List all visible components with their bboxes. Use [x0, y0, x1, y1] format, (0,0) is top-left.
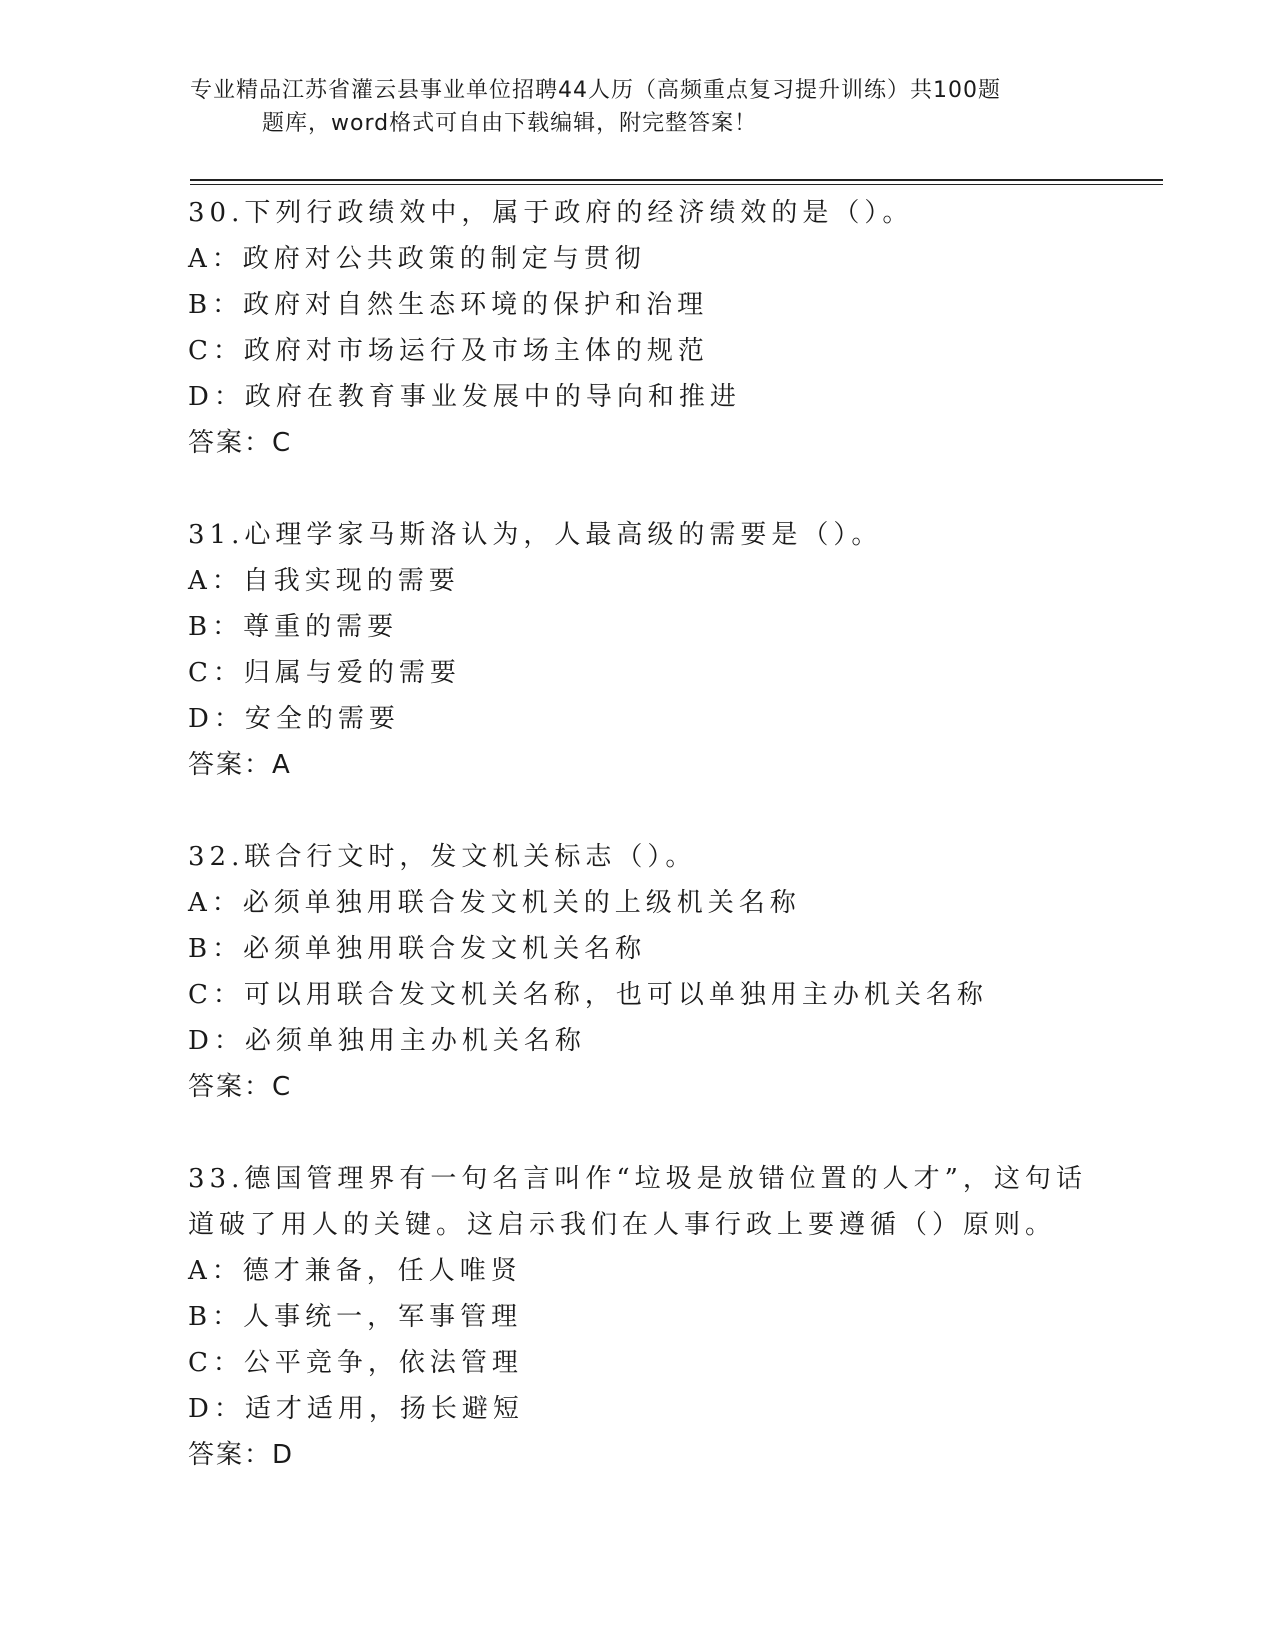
header-divider-thin	[190, 184, 1163, 185]
header-title-line-1: 专业精品江苏省灌云县事业单位招聘44人历（高频重点复习提升训练）共100题	[190, 78, 1001, 103]
option-d: D：安全的需要	[188, 704, 400, 734]
question-item	[188, 834, 1088, 1110]
option-c: C：归属与爱的需要	[188, 658, 461, 688]
question-item	[188, 1156, 1088, 1478]
question-stem: 31.心理学家马斯洛认为，人最高级的需要是（）。	[188, 520, 883, 550]
option-a: A：德才兼备，任人唯贤	[188, 1256, 522, 1286]
option-d: D：适才适用，扬长避短	[188, 1394, 524, 1424]
option-b: B：必须单独用联合发文机关名称	[188, 934, 647, 964]
answer-line: 答案：C	[188, 1072, 293, 1102]
option-a: A：自我实现的需要	[188, 566, 460, 596]
option-c: C：公平竞争，依法管理	[188, 1348, 523, 1378]
option-a: A：政府对公共政策的制定与贯彻	[188, 244, 646, 274]
question-item	[188, 512, 1088, 788]
option-c: C：政府对市场运行及市场主体的规范	[188, 336, 709, 366]
answer-line: 答案：A	[188, 750, 292, 780]
option-b: B：人事统一，军事管理	[188, 1302, 523, 1332]
header-title-line-2: 题库，word格式可自由下载编辑，附完整答案！	[262, 111, 758, 136]
answer-line: 答案：D	[188, 1440, 295, 1470]
header-divider-thick	[190, 179, 1163, 181]
option-a: A：必须单独用联合发文机关的上级机关名称	[188, 888, 801, 918]
option-d: D：政府在教育事业发展中的导向和推进	[188, 382, 741, 412]
option-d: D：必须单独用主办机关名称	[188, 1026, 586, 1056]
question-stem: 32.联合行文时，发文机关标志（）。	[188, 842, 697, 872]
question-stem: 33.德国管理界有一句名言叫作“垃圾是放错位置的人才”，这句话道破了用人的关键。这启示我们在人事行政上要遵循（）原则。	[188, 1164, 1087, 1240]
question-item	[188, 190, 1088, 466]
question-list	[188, 190, 1088, 1524]
option-b: B：政府对自然生态环境的保护和治理	[188, 290, 709, 320]
document-header	[190, 74, 1090, 140]
option-b: B：尊重的需要	[188, 612, 399, 642]
question-stem: 30.下列行政绩效中，属于政府的经济绩效的是（）。	[188, 198, 914, 228]
option-c: C：可以用联合发文机关名称，也可以单独用主办机关名称	[188, 980, 988, 1010]
answer-line: 答案：C	[188, 428, 293, 458]
